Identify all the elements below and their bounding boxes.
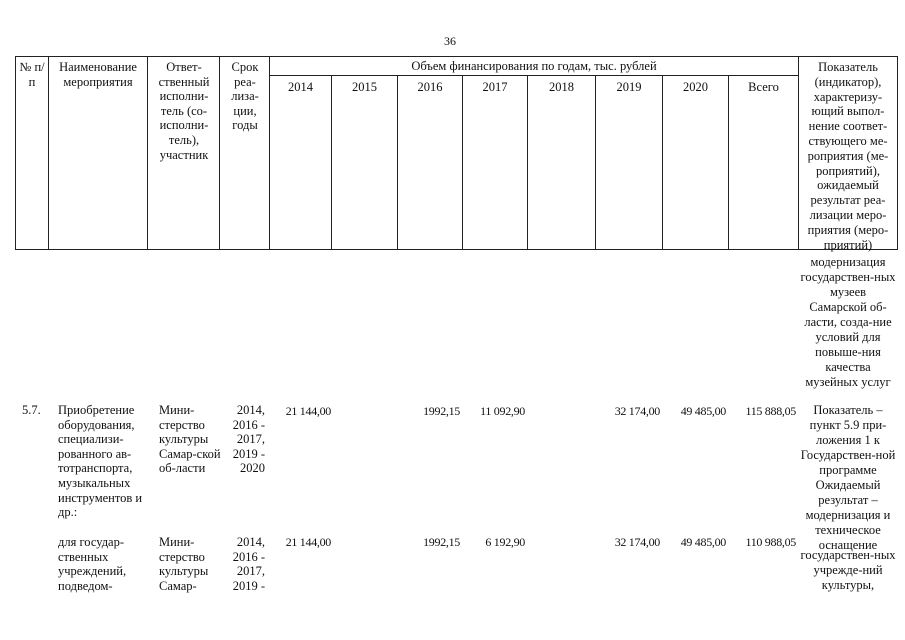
subrow-responsible: Мини-стерство культуры Самар- [159, 535, 209, 593]
year-divider-total [728, 75, 729, 250]
subrow-term: 2014, 2016 - 2017, 2019 - [232, 535, 265, 593]
row-responsible: Мини-стерство культуры Самар-ской об-ласти [159, 403, 221, 476]
header-year-2019: 2019 [616, 80, 642, 94]
table-right-border [897, 56, 898, 250]
funding-header-divider [269, 75, 799, 76]
col-divider-2 [147, 56, 148, 250]
header-col-responsible: Ответ-ственный исполни-тель (со-исполни-тель), участник [158, 60, 210, 162]
header-col-term: Срок реа-лиза-ции, годы [231, 60, 259, 133]
header-year-2015: 2015 [352, 80, 377, 94]
row-value-2019: 32 174,00 [614, 404, 660, 418]
header-year-2020: 2020 [683, 80, 708, 94]
row-number: 5.7. [22, 403, 41, 417]
row-indicator: Показатель – пункт 5.9 при-ложения 1 к Государствен-ной программе Ожидаемый результат – модернизация и техническое оснащение [800, 403, 896, 552]
year-divider-2018 [527, 75, 528, 250]
year-divider-2015 [331, 75, 332, 250]
subrow-value-2019: 32 174,00 [614, 535, 660, 549]
header-col-name: Наименование мероприятия [59, 60, 137, 89]
year-divider-2020 [662, 75, 663, 250]
year-divider-2019 [595, 75, 596, 250]
row-value-total: 115 888,05 [745, 404, 796, 418]
row-name: Приобретение оборудования, специализи-рованного ав-тотранспорта, музыкальных инструментов и др.: [58, 403, 143, 520]
page-number: 36 [444, 34, 456, 48]
row-value-2020: 49 485,00 [680, 404, 726, 418]
subrow-value-2020: 49 485,00 [680, 535, 726, 549]
subrow-value-2014: 21 144,00 [285, 535, 331, 549]
header-col-funding: Объем финансирования по годам, тыс. рублей [411, 59, 657, 73]
col-divider-3 [219, 56, 220, 250]
header-year-2014: 2014 [288, 80, 313, 94]
subrow-indicator: государствен-ных учрежде-ний культуры, [800, 548, 896, 592]
year-divider-2016 [397, 75, 398, 250]
row-value-2014: 21 144,00 [285, 404, 331, 418]
header-year-2018: 2018 [549, 80, 574, 94]
header-year-2017: 2017 [482, 80, 508, 94]
header-year-2016: 2016 [417, 80, 443, 94]
subrow-value-2016: 1992,15 [423, 535, 460, 549]
col-divider-indicator [798, 56, 799, 250]
header-col-number: № п/п [19, 60, 45, 89]
row-value-2016: 1992,15 [423, 404, 460, 418]
subrow-name: для государ-ственных учреждений, подведом- [58, 535, 127, 593]
header-col-indicator: Показатель (индикатор), характеризу-ющий выпол-нение соответ-ствующего ме-роприятия (ме-роприятий), ожидаемый результат реа-лизации меро-приятия (меро-приятий) [807, 60, 889, 252]
col-divider-1 [48, 56, 49, 250]
header-year-total: Всего [748, 80, 779, 94]
indicator-continuation: модернизация государствен-ных музеев Самарской об-ласти, созда-ние условий для повыше-ния качества музейных услуг [800, 255, 896, 389]
year-divider-2017 [462, 75, 463, 250]
table-left-border [15, 56, 16, 250]
subrow-value-total: 110 988,05 [745, 535, 796, 549]
row-value-2017: 11 092,90 [480, 404, 525, 418]
subrow-value-2017: 6 192,90 [485, 535, 525, 549]
row-term: 2014, 2016 - 2017, 2019 - 2020 [232, 403, 265, 476]
